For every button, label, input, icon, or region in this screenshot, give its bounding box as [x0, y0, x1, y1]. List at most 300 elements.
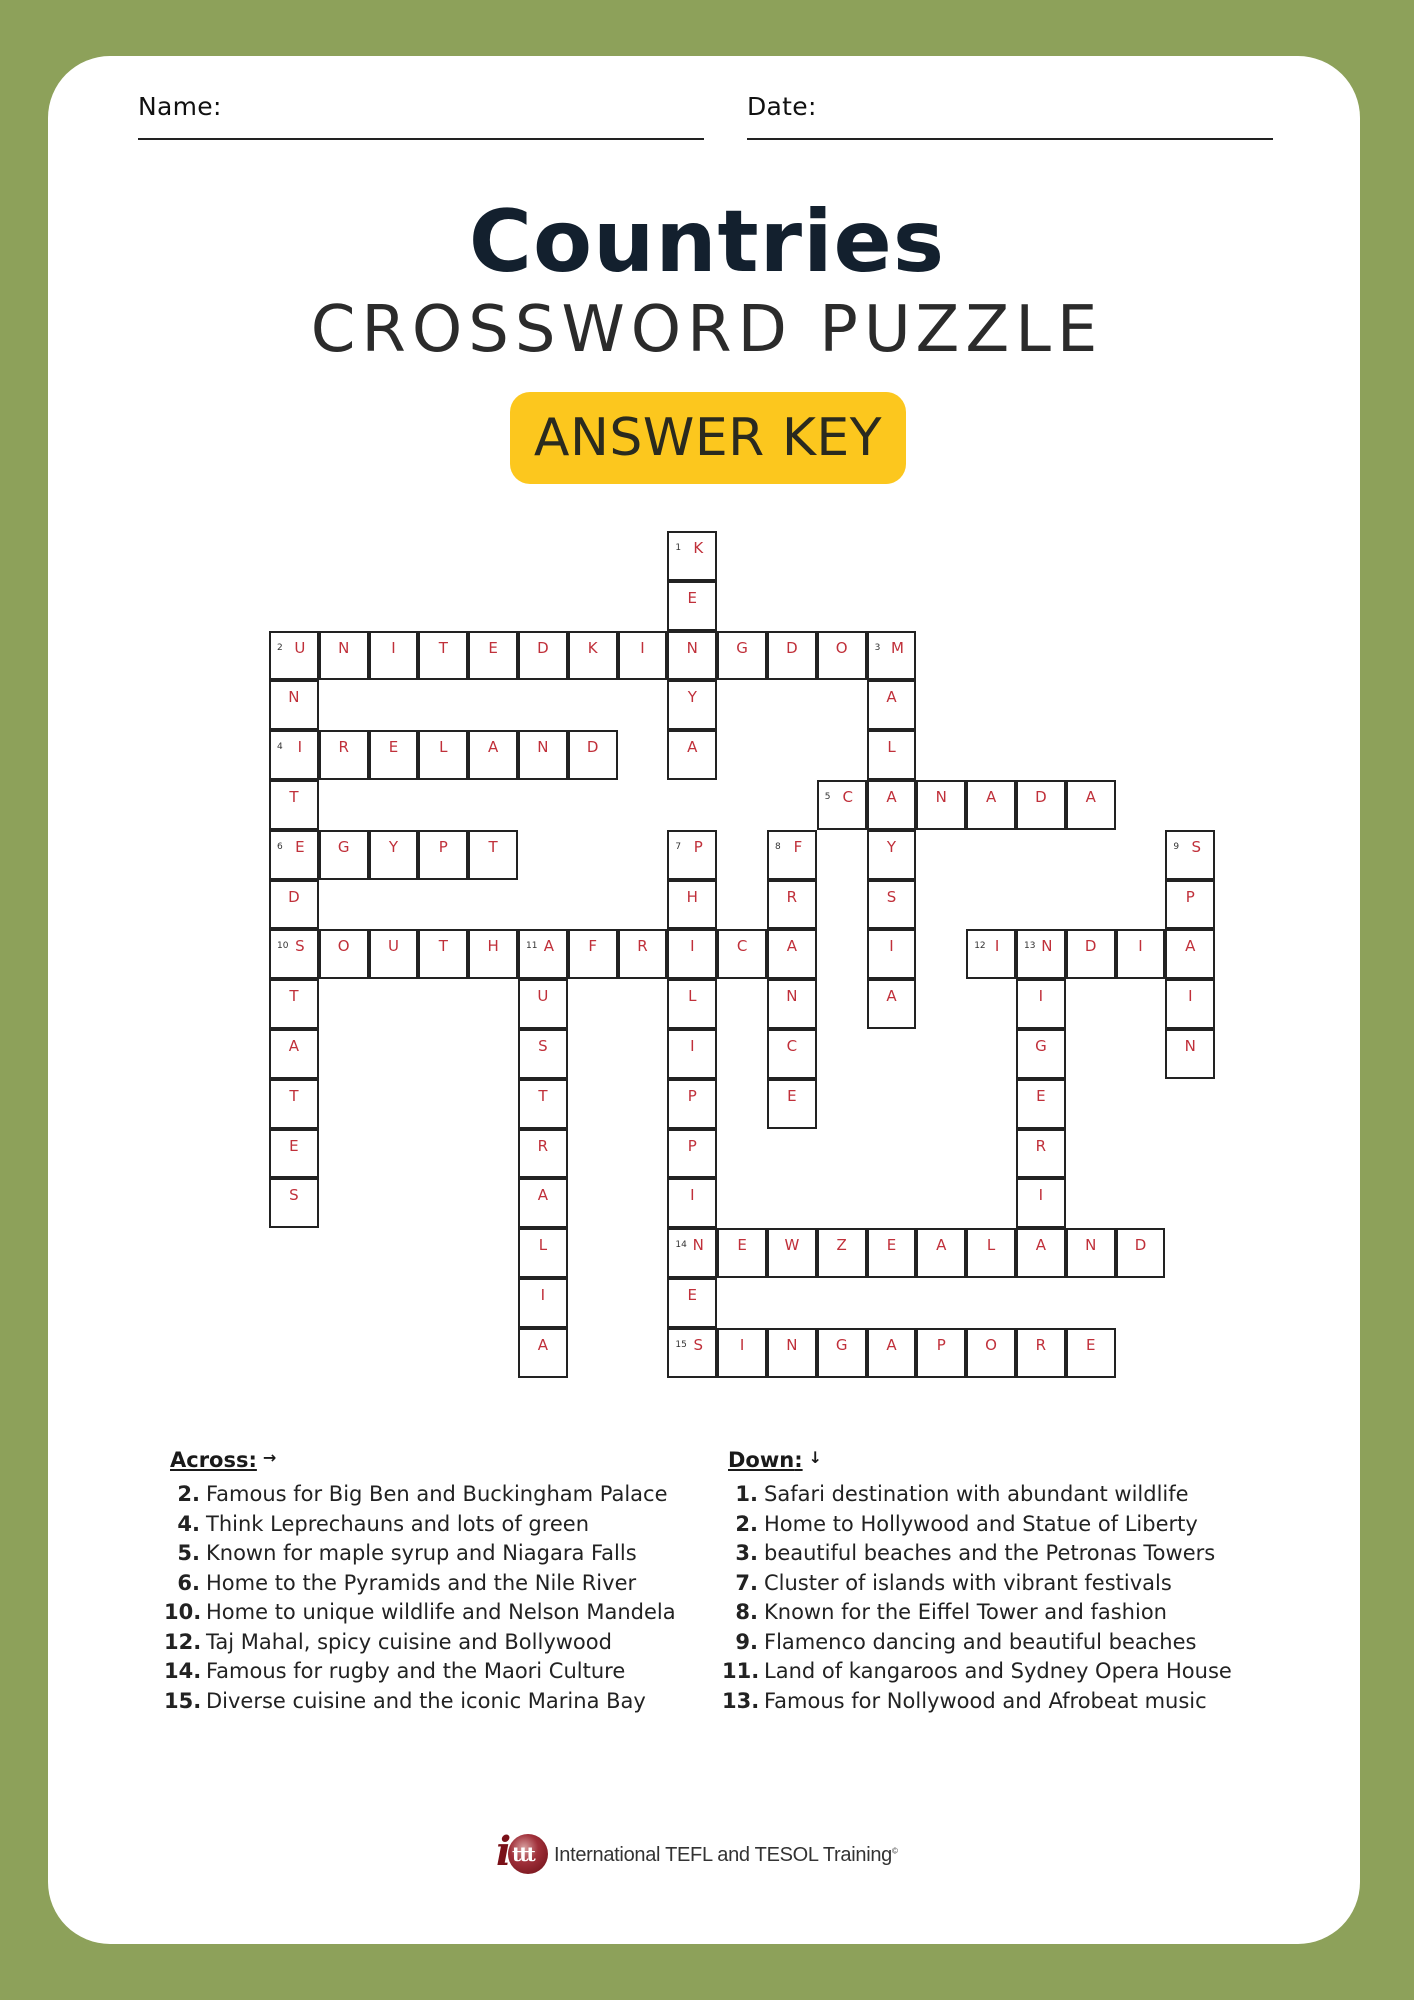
- grid-cell[interactable]: [269, 1178, 319, 1228]
- clue-item: [722, 1598, 1282, 1628]
- clue-number: 12: [974, 941, 986, 952]
- clue-text: Safari destination with abundant wildlife: [764, 1482, 1189, 1506]
- grid-cell[interactable]: [667, 929, 717, 979]
- cell-letter: A: [886, 987, 897, 1006]
- grid-cell[interactable]: [667, 979, 717, 1029]
- cell-letter: L: [887, 738, 896, 757]
- grid-cell[interactable]: [618, 631, 668, 681]
- grid-cell[interactable]: [1066, 1228, 1116, 1278]
- cell-letter: C: [786, 1037, 798, 1055]
- cell-letter: R: [338, 738, 349, 757]
- cell-letter: E: [687, 1286, 698, 1304]
- grid-cell[interactable]: [1016, 1079, 1066, 1129]
- clue-item: [164, 1480, 704, 1510]
- grid-cell[interactable]: [1165, 979, 1215, 1029]
- cell-letter: K: [587, 638, 598, 657]
- cell-letter: T: [438, 937, 448, 956]
- cell-letter: I: [739, 1335, 745, 1354]
- clue-number: 11: [526, 941, 538, 952]
- grid-cell[interactable]: [468, 830, 518, 880]
- grid-cell[interactable]: [966, 780, 1016, 830]
- grid-cell[interactable]: [767, 880, 817, 930]
- clue-item: [722, 1569, 1282, 1599]
- clue-number: 13: [1024, 941, 1036, 952]
- grid-cell[interactable]: [369, 730, 419, 780]
- cell-letter: I: [994, 937, 1000, 956]
- cell-letter: W: [784, 1236, 800, 1255]
- clue-number: 12.: [164, 1629, 202, 1654]
- grid-cell[interactable]: [518, 631, 568, 681]
- page-title: Countries: [468, 192, 946, 292]
- cell-letter: H: [487, 937, 499, 956]
- arrow-down-icon: ↓: [808, 1448, 823, 1467]
- clue-item: [164, 1598, 704, 1628]
- grid-cell[interactable]: [518, 1079, 568, 1129]
- date-field[interactable]: [747, 92, 817, 121]
- clue-text: Famous for rugby and the Maori Culture: [206, 1659, 626, 1683]
- grid-cell[interactable]: [1165, 929, 1215, 979]
- cell-letter: N: [537, 738, 549, 757]
- grid-cell[interactable]: [1165, 880, 1215, 930]
- clue-number: 9.: [735, 1629, 758, 1654]
- cell-letter: Y: [886, 837, 897, 856]
- cell-letter: N: [786, 987, 798, 1006]
- cell-letter: N: [288, 688, 300, 707]
- cell-letter: A: [886, 688, 897, 707]
- cell-letter: C: [736, 937, 748, 956]
- cell-letter: R: [637, 937, 648, 956]
- grid-cell[interactable]: [667, 531, 717, 581]
- clue-text: beautiful beaches and the Petronas Towers: [764, 1541, 1216, 1565]
- clue-number: 2: [277, 642, 283, 653]
- cell-letter: P: [687, 1136, 697, 1155]
- grid-cell[interactable]: [767, 1228, 817, 1278]
- grid-cell[interactable]: [667, 1079, 717, 1129]
- grid-cell[interactable]: [269, 680, 319, 730]
- clue-text: Famous for Nollywood and Afrobeat music: [764, 1688, 1207, 1713]
- cell-letter: O: [985, 1335, 997, 1354]
- grid-cell[interactable]: [667, 730, 717, 780]
- cell-letter: G: [1035, 1037, 1047, 1055]
- cell-letter: D: [1035, 788, 1047, 806]
- grid-cell[interactable]: [916, 1328, 966, 1378]
- cell-letter: A: [985, 788, 997, 806]
- grid-cell[interactable]: [817, 780, 867, 830]
- grid-cell[interactable]: [667, 631, 717, 681]
- grid-cell[interactable]: [767, 1079, 817, 1129]
- grid-cell[interactable]: [767, 1328, 817, 1378]
- clue-number: 8: [775, 841, 781, 852]
- clue-number: 6.: [177, 1570, 200, 1595]
- grid-cell[interactable]: [518, 1029, 568, 1079]
- grid-cell[interactable]: [269, 1129, 319, 1179]
- cell-letter: N: [686, 638, 698, 657]
- grid-cell[interactable]: [867, 780, 917, 830]
- grid-cell[interactable]: [269, 830, 319, 880]
- cell-letter: I: [1188, 987, 1193, 1006]
- date-line: [747, 138, 1273, 140]
- clue-item: [164, 1657, 704, 1687]
- ittt-logo-icon: i ttt: [494, 1828, 550, 1882]
- clue-number: 15.: [164, 1688, 202, 1713]
- clue-number: 4: [277, 742, 283, 753]
- grid-cell[interactable]: [269, 1029, 319, 1079]
- cell-letter: E: [295, 837, 305, 856]
- ittt-logo: [494, 1828, 898, 1882]
- grid-cell[interactable]: [518, 730, 568, 780]
- cell-letter: R: [1035, 1136, 1047, 1155]
- grid-cell[interactable]: [867, 929, 917, 979]
- cell-letter: L: [439, 738, 448, 757]
- cell-letter: A: [537, 1335, 549, 1354]
- grid-cell[interactable]: [319, 830, 369, 880]
- clue-text: Famous for Big Ben and Buckingham Palace: [206, 1482, 668, 1506]
- grid-cell[interactable]: [269, 929, 319, 979]
- cell-letter: D: [1084, 937, 1097, 956]
- cell-letter: D: [586, 738, 599, 757]
- cell-letter: E: [1036, 1086, 1046, 1105]
- cell-letter: A: [886, 788, 897, 806]
- grid-cell[interactable]: [468, 730, 518, 780]
- cell-letter: E: [787, 1086, 797, 1105]
- cell-letter: A: [1185, 937, 1196, 956]
- cell-letter: L: [538, 1236, 548, 1255]
- grid-cell[interactable]: [966, 1228, 1016, 1278]
- grid-cell[interactable]: [568, 730, 618, 780]
- cell-letter: A: [288, 1037, 300, 1055]
- grid-cell[interactable]: [1016, 1129, 1066, 1179]
- clue-text: Flamenco dancing and beautiful beaches: [764, 1629, 1197, 1654]
- clue-text: Home to Hollywood and Statue of Liberty: [764, 1511, 1198, 1536]
- grid-cell[interactable]: [767, 830, 817, 880]
- grid-cell[interactable]: [518, 1129, 568, 1179]
- clue-item: [722, 1687, 1282, 1717]
- down-heading: Down: ↓: [728, 1448, 823, 1472]
- cell-letter: I: [690, 937, 695, 956]
- cell-letter: S: [289, 1186, 299, 1205]
- cell-letter: K: [693, 539, 704, 557]
- clue-number: 2.: [735, 1511, 758, 1536]
- cell-letter: N: [1085, 1236, 1097, 1255]
- cell-letter: D: [288, 887, 300, 906]
- cell-letter: N: [338, 638, 350, 657]
- grid-cell[interactable]: [717, 631, 767, 681]
- cell-letter: O: [337, 937, 350, 956]
- cell-letter: I: [690, 1037, 695, 1055]
- grid-cell[interactable]: [667, 1278, 717, 1328]
- grid-cell[interactable]: [518, 929, 568, 979]
- name-line: [138, 138, 704, 140]
- grid-cell[interactable]: [667, 830, 717, 880]
- grid-cell[interactable]: [667, 1029, 717, 1079]
- clue-text: Cluster of islands with vibrant festivals: [764, 1570, 1172, 1595]
- grid-cell[interactable]: [767, 1029, 817, 1079]
- cell-letter: L: [986, 1236, 996, 1255]
- grid-cell[interactable]: [269, 979, 319, 1029]
- cell-letter: T: [438, 638, 448, 657]
- cell-letter: I: [690, 1186, 695, 1205]
- grid-cell[interactable]: [418, 631, 468, 681]
- grid-cell[interactable]: [817, 631, 867, 681]
- cell-letter: A: [543, 937, 555, 956]
- cell-letter: F: [588, 937, 598, 956]
- clue-item: [164, 1510, 704, 1540]
- date-label: Date:: [747, 92, 817, 121]
- clue-item: [722, 1657, 1282, 1687]
- grid-cell[interactable]: [468, 631, 518, 681]
- clue-number: 15: [675, 1339, 687, 1350]
- clue-text: Home to the Pyramids and the Nile River: [206, 1570, 637, 1595]
- grid-cell[interactable]: [767, 631, 817, 681]
- cell-letter: S: [538, 1037, 548, 1055]
- clue-text: Diverse cuisine and the iconic Marina Bay: [206, 1688, 646, 1713]
- clue-number: 2.: [177, 1482, 200, 1506]
- clue-item: [722, 1480, 1282, 1510]
- cell-letter: I: [889, 937, 894, 956]
- clue-number: 4.: [177, 1511, 200, 1536]
- logo-text: International TEFL and TESOL Training©: [554, 1843, 898, 1866]
- clue-number: 14: [675, 1240, 687, 1251]
- grid-cell[interactable]: [518, 1278, 568, 1328]
- cell-letter: Y: [687, 688, 697, 707]
- grid-cell[interactable]: [518, 1228, 568, 1278]
- grid-cell[interactable]: [1016, 1228, 1066, 1278]
- grid-cell[interactable]: [966, 1328, 1016, 1378]
- grid-cell[interactable]: [1016, 929, 1066, 979]
- grid-cell[interactable]: [1016, 1178, 1066, 1228]
- cell-letter: N: [935, 788, 947, 806]
- cell-letter: R: [1035, 1335, 1047, 1354]
- grid-cell[interactable]: [667, 680, 717, 730]
- name-label: Name:: [138, 92, 222, 121]
- grid-cell[interactable]: [867, 880, 917, 930]
- cell-letter: T: [538, 1086, 548, 1105]
- cell-letter: R: [786, 887, 798, 906]
- cell-letter: T: [289, 987, 299, 1006]
- cell-letter: S: [886, 887, 897, 906]
- cell-letter: I: [297, 738, 303, 757]
- cell-letter: D: [1134, 1236, 1147, 1255]
- cell-letter: E: [388, 738, 399, 757]
- cell-letter: S: [693, 1335, 704, 1354]
- grid-cell[interactable]: [269, 780, 319, 830]
- clue-text: Known for the Eiffel Tower and fashion: [764, 1600, 1167, 1624]
- cell-letter: I: [640, 638, 645, 657]
- grid-cell[interactable]: [369, 830, 419, 880]
- grid-cell[interactable]: [667, 880, 717, 930]
- clue-text: Taj Mahal, spicy cuisine and Bollywood: [206, 1629, 612, 1654]
- grid-cell[interactable]: [518, 1178, 568, 1228]
- cell-letter: U: [537, 987, 549, 1006]
- cell-letter: T: [488, 837, 498, 856]
- cell-letter: N: [1184, 1037, 1196, 1055]
- clue-text: Think Leprechauns and lots of green: [206, 1511, 590, 1536]
- cell-letter: P: [438, 837, 448, 856]
- grid-cell[interactable]: [418, 929, 468, 979]
- grid-cell[interactable]: [1116, 1228, 1166, 1278]
- grid-cell[interactable]: [618, 929, 668, 979]
- grid-cell[interactable]: [867, 730, 917, 780]
- clue-number: 7: [675, 841, 682, 852]
- grid-cell[interactable]: [667, 1129, 717, 1179]
- grid-cell[interactable]: [319, 730, 369, 780]
- grid-cell[interactable]: [269, 880, 319, 930]
- clue-number: 11.: [722, 1659, 760, 1683]
- answer-key-badge: ANSWER KEY: [510, 392, 906, 484]
- cell-letter: P: [693, 837, 703, 856]
- grid-cell[interactable]: [1066, 929, 1116, 979]
- grid-cell[interactable]: [518, 979, 568, 1029]
- cell-letter: Z: [836, 1236, 847, 1255]
- grid-cell[interactable]: [319, 631, 369, 681]
- clue-number: 14.: [164, 1659, 202, 1683]
- grid-cell[interactable]: [418, 830, 468, 880]
- grid-cell[interactable]: [667, 581, 717, 631]
- clue-number: 10.: [164, 1600, 202, 1624]
- grid-cell[interactable]: [916, 780, 966, 830]
- grid-cell[interactable]: [867, 680, 917, 730]
- clue-number: 1.: [735, 1482, 758, 1506]
- cell-letter: U: [294, 638, 306, 657]
- grid-cell[interactable]: [269, 631, 319, 681]
- grid-cell[interactable]: [667, 1228, 717, 1278]
- grid-cell[interactable]: [1165, 830, 1215, 880]
- clue-number: 1: [675, 543, 682, 553]
- cell-letter: L: [688, 987, 697, 1006]
- cell-letter: N: [1041, 937, 1053, 956]
- grid-cell[interactable]: [867, 830, 917, 880]
- clue-number: 13.: [722, 1688, 760, 1713]
- cell-letter: Y: [388, 837, 399, 856]
- cell-letter: E: [737, 1236, 747, 1255]
- cell-letter: H: [686, 887, 698, 906]
- clue-item: [722, 1628, 1282, 1658]
- grid-cell[interactable]: [1165, 1029, 1215, 1079]
- clue-number: 3.: [735, 1541, 758, 1565]
- clue-text: Land of kangaroos and Sydney Opera House: [764, 1659, 1232, 1683]
- cell-letter: P: [687, 1086, 697, 1105]
- grid-cell[interactable]: [369, 929, 419, 979]
- cell-letter: G: [337, 837, 350, 856]
- grid-cell[interactable]: [867, 1328, 917, 1378]
- down-clues: [722, 1448, 1282, 1716]
- grid-cell[interactable]: [667, 1328, 717, 1378]
- clue-item: [164, 1628, 704, 1658]
- grid-cell[interactable]: [667, 1178, 717, 1228]
- across-heading: Across: →: [170, 1448, 277, 1472]
- page-subtitle: CROSSWORD PUZZLE: [310, 293, 1104, 367]
- cell-letter: A: [886, 1335, 897, 1354]
- grid-cell[interactable]: [568, 929, 618, 979]
- cell-letter: A: [1085, 788, 1096, 806]
- clue-number: 10: [277, 941, 289, 952]
- cell-letter: E: [687, 588, 698, 607]
- clue-number: 8.: [735, 1600, 758, 1624]
- grid-cell[interactable]: [418, 730, 468, 780]
- cell-letter: S: [295, 937, 305, 956]
- grid-cell[interactable]: [767, 929, 817, 979]
- clue-number: 7.: [735, 1570, 758, 1595]
- cell-letter: A: [687, 738, 698, 757]
- grid-cell[interactable]: [1016, 1328, 1066, 1378]
- grid-cell[interactable]: [817, 1328, 867, 1378]
- cell-letter: E: [289, 1136, 299, 1155]
- clue-number: 6: [277, 841, 283, 852]
- cell-letter: R: [537, 1136, 549, 1155]
- grid-cell[interactable]: [468, 929, 518, 979]
- grid-cell[interactable]: [1016, 780, 1066, 830]
- cell-letter: I: [1138, 937, 1143, 956]
- cell-letter: A: [1035, 1236, 1047, 1255]
- grid-cell[interactable]: [269, 730, 319, 780]
- grid-cell[interactable]: [269, 1079, 319, 1129]
- cell-letter: P: [1185, 887, 1195, 906]
- grid-cell[interactable]: [1016, 979, 1066, 1029]
- cell-letter: I: [540, 1286, 546, 1304]
- clue-item: [164, 1687, 704, 1717]
- grid-cell[interactable]: [867, 1228, 917, 1278]
- grid-cell[interactable]: [1066, 1328, 1116, 1378]
- grid-cell[interactable]: [817, 1228, 867, 1278]
- grid-cell[interactable]: [717, 1228, 767, 1278]
- cell-letter: A: [487, 738, 499, 757]
- cell-letter: D: [786, 638, 798, 657]
- cell-letter: A: [786, 937, 798, 956]
- cell-letter: U: [388, 937, 399, 956]
- grid-cell[interactable]: [916, 1228, 966, 1278]
- across-clues: [164, 1448, 704, 1716]
- cell-letter: G: [736, 638, 748, 657]
- cell-letter: F: [793, 837, 803, 856]
- cell-letter: T: [289, 788, 299, 806]
- clue-number: 3: [874, 642, 881, 653]
- grid-cell[interactable]: [717, 1328, 767, 1378]
- cell-letter: P: [936, 1335, 946, 1354]
- grid-cell[interactable]: [867, 631, 917, 681]
- grid-cell[interactable]: [1116, 929, 1166, 979]
- name-field[interactable]: [138, 92, 222, 121]
- grid-cell[interactable]: [767, 979, 817, 1029]
- clue-number: 9: [1173, 841, 1180, 852]
- cell-letter: N: [786, 1335, 798, 1354]
- cell-letter: A: [936, 1236, 947, 1255]
- cell-letter: D: [537, 638, 549, 657]
- grid-cell[interactable]: [966, 929, 1016, 979]
- cell-letter: N: [692, 1236, 704, 1255]
- grid-cell[interactable]: [568, 631, 618, 681]
- clue-item: [164, 1539, 704, 1569]
- grid-cell[interactable]: [319, 929, 369, 979]
- cell-letter: I: [391, 638, 396, 657]
- clue-number: 5: [824, 792, 831, 802]
- cell-letter: G: [835, 1335, 848, 1354]
- clue-number: 5.: [177, 1541, 200, 1565]
- grid-cell[interactable]: [1016, 1029, 1066, 1079]
- clue-text: Known for maple syrup and Niagara Falls: [206, 1541, 637, 1565]
- clue-item: [722, 1510, 1282, 1540]
- grid-cell[interactable]: [1066, 780, 1116, 830]
- cell-letter: I: [1038, 987, 1044, 1006]
- grid-cell[interactable]: [867, 979, 917, 1029]
- grid-cell[interactable]: [518, 1328, 568, 1378]
- clue-text: Home to unique wildlife and Nelson Mandela: [206, 1600, 676, 1624]
- grid-cell[interactable]: [369, 631, 419, 681]
- cell-letter: E: [886, 1236, 897, 1255]
- cell-letter: O: [835, 638, 848, 657]
- arrow-right-icon: →: [262, 1448, 277, 1467]
- grid-cell[interactable]: [717, 929, 767, 979]
- clue-item: [722, 1539, 1282, 1569]
